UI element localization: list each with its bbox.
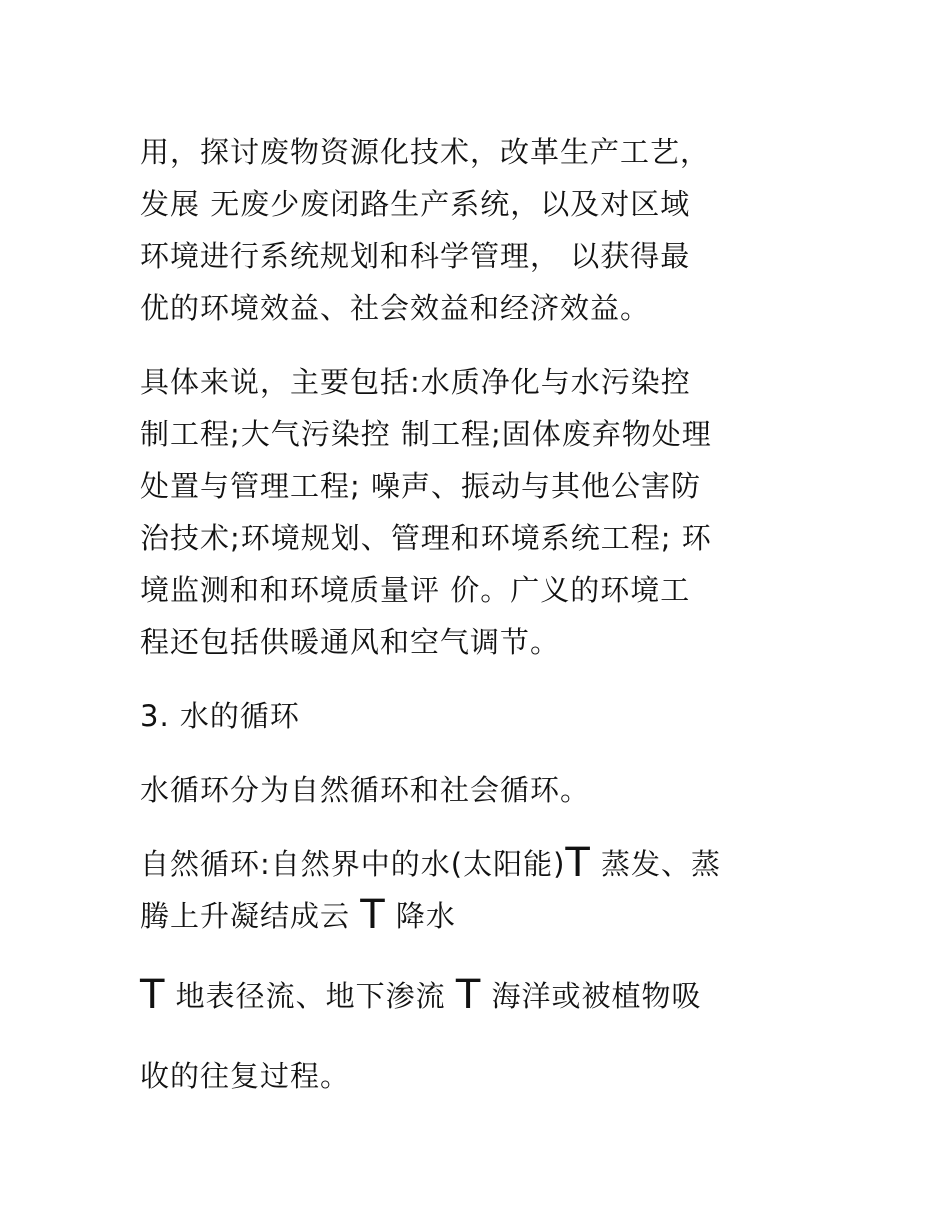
text-line: 收的往复过程。 [140, 1059, 351, 1093]
text-line: 具体来说，主要包括:水质净化与水污染控 [140, 365, 691, 399]
text-line: 用，探讨废物资源化技术，改革生产工艺， [140, 135, 711, 169]
text-segment: 地表径流、地下渗流 [165, 979, 456, 1013]
text-line: 优的环境效益、社会效益和经济效益。 [140, 291, 651, 325]
text-line [140, 960, 820, 1032]
text-segment: 腾上升凝结成云 [140, 899, 361, 933]
spacer [140, 668, 820, 690]
spacer [140, 1032, 820, 1050]
text-line: 治技术;环境规划、管理和环境系统工程; 环 [140, 521, 712, 555]
text-line [140, 838, 820, 890]
text-line [140, 890, 820, 942]
spacer [140, 816, 820, 838]
arrow-symbol: T [455, 972, 482, 1018]
text-line: 境监测和和环境质量评 价。广义的环境工 [140, 573, 691, 607]
text-line: 程还包括供暖通风和空气调节。 [140, 625, 561, 659]
arrow-symbol: T [565, 840, 591, 886]
document-page [140, 126, 820, 1102]
text-line: 处置与管理工程; 噪声、振动与其他公害防 [140, 469, 701, 503]
paragraph-1 [140, 126, 820, 334]
text-segment: 降水 [385, 899, 456, 933]
text-line: 环境进行系统规划和科学管理， 以获得最 [140, 239, 691, 273]
text-segment: 蒸发、蒸 [590, 847, 722, 881]
arrow-symbol: T [140, 972, 166, 1018]
spacer [140, 334, 820, 356]
text-line: 发展 无废少废闭路生产系统，以及对区域 [140, 187, 691, 221]
text-segment: 海洋或被植物吸 [481, 979, 702, 1013]
spacer [140, 742, 820, 764]
text-line: 制工程;大气污染控 制工程;固体废弃物处理 [140, 417, 712, 451]
section-heading: 3. 水的循环 [140, 699, 300, 733]
spacer [140, 942, 820, 960]
text-segment: 自然循环:自然界中的水(太阳能) [140, 847, 566, 881]
intro-line: 水循环分为自然循环和社会循环。 [140, 773, 591, 807]
paragraph-2 [140, 356, 820, 668]
arrow-symbol: T [360, 892, 386, 938]
natural-cycle-paragraph [140, 838, 820, 1102]
